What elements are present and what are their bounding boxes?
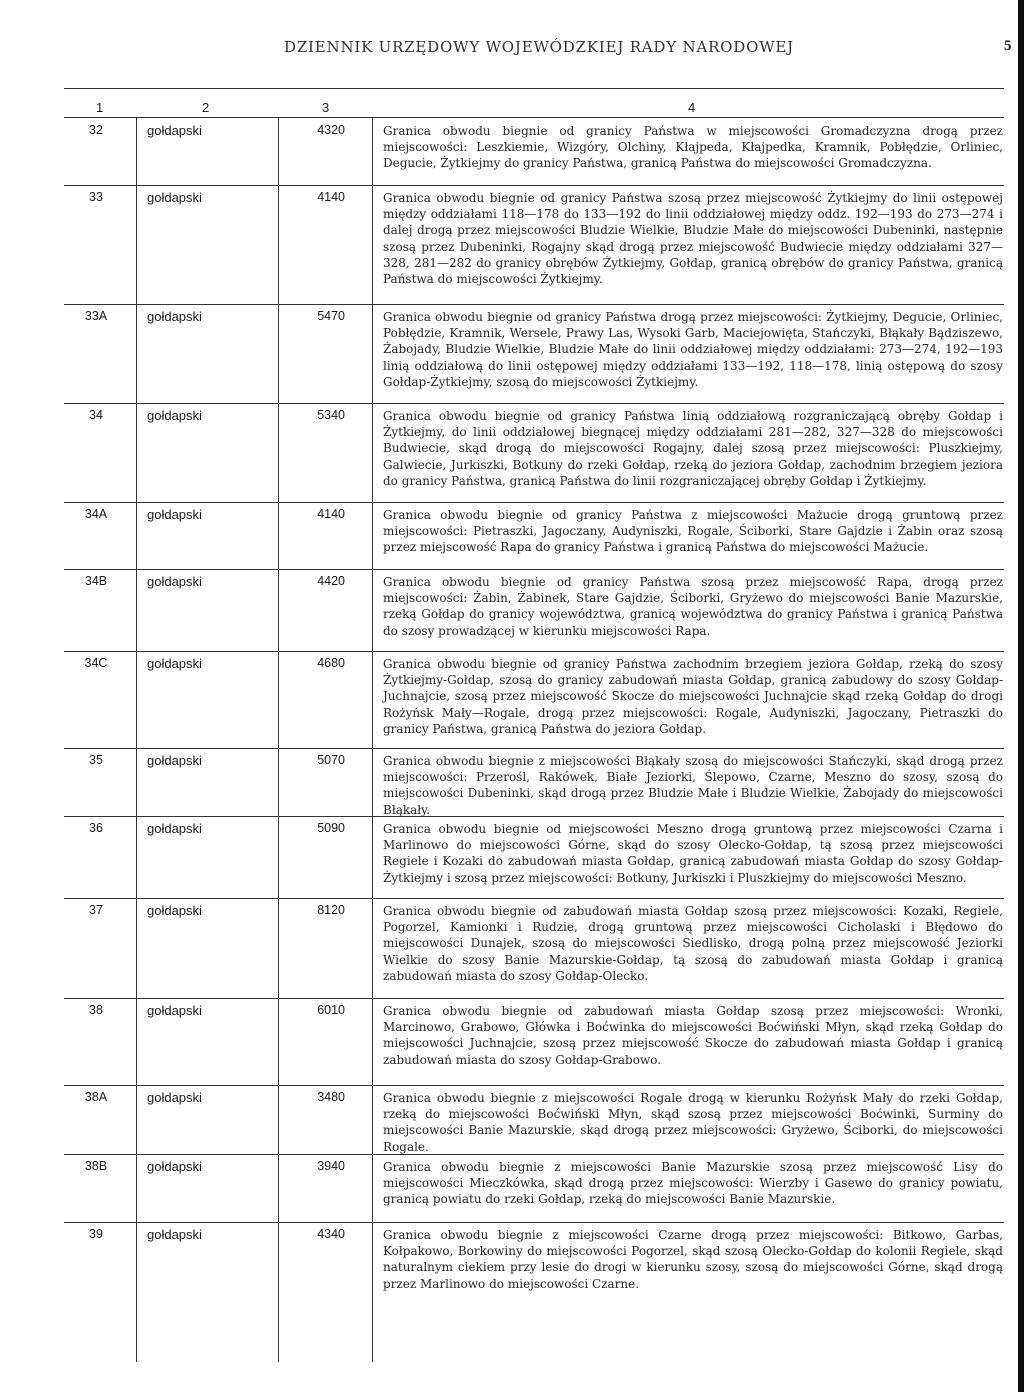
table-top-rule (64, 88, 1004, 89)
header-bottom-rule (64, 117, 1004, 118)
row-district: gołdapski (147, 123, 202, 138)
row-number: 35 (89, 753, 103, 767)
row-description: Granica obwodu biegnie od granicy Państwa w miejscowości Gromadczyzna drogą przez miejscowości: Leszkiemie, Wizgóry, Olchiny, Kłajpeda, Kłajpedka, Kramnik, Pobłędzie, Orliniec, Degucie, Żytkiejmy do granicy Państwa, granicą Państwa do miejscowości Gromadczyzna. (383, 124, 1003, 171)
row-description: Granica obwodu biegnie z miejscowości Rogale drogą w kierunku Rożyńsk Mały do rzeki Gołdap, rzeką do miejscowości Boćwiński Młyn, skąd szosą przez miejscowości Boćwinki, Surminy do miejscowości Banie Mazurskie, skąd drogą przez miejscowości: Gryżewo, Ściborki, do miejscowości Rogale. (383, 1091, 1003, 1154)
page-number: 5 (1004, 38, 1012, 54)
row-description: Granica obwodu biegnie od granicy Państwa szosą przez miejscowość Rapa, drogą przez miejscowości: Żabin, Żabinek, Stare Gajdzie, Ściborki, Gryżewo do miejscowości Banie Mazurskie, rzeką Gołdap do granicy województwa, granicą województwa do granicy Państwa i granicą Państwa do szosy prowadzącej w kierunku miejscowości Rapa. (383, 575, 1003, 638)
row-description: Granica obwodu biegnie od granicy Państwa szosą przez miejscowość Żytkiejmy do linii ostępowej między oddziałami 118—178 do 133—192 do linii oddziałowej między oddz. 192—193 do 273—274 i dalej drogą przez miejscowości Bludzie Wielkie, Bludzie Małe do miejscowości Dubeninki, następnie szosą przez Dubeninki, Rogajny skąd drogą przez miejscowość Budwiecie między oddziałami 327—328, 281—282 do granicy obrębów Żytkiejmy, Gołdap, granicą obrębów do granicy Państwa, granicą Państwa do miejscowości Żytkiejmy. (383, 191, 1003, 287)
row-area: 6010 (317, 1003, 345, 1017)
row-separator (64, 816, 1004, 817)
row-number: 38B (84, 1159, 108, 1173)
column-header-1: 1 (96, 100, 104, 115)
row-description: Granica obwodu biegnie od granicy Państwa drogą przez miejscowości: Żytkiejmy, Degucie, Orliniec, Pobłędzie, Kramnik, Wersele, Prawy Las, Wysoki Garb, Maciejowięta, Stańczyki, Błąkały Bądziszewo, Żabojady, Bludzie Wielkie, Bludzie Małe do linii oddziałowej między oddziałami: 273—274, 192—193 linią oddziałową do linii ostępowej między oddziałami 133—192, 118—178, linią ostępową do szosy Gołdap-Żytkiejmy, szosą do miejscowości Żytkiejmy. (383, 310, 1003, 389)
row-number: 38 (89, 1003, 103, 1017)
row-description: Granica obwodu biegnie od granicy Państwa z miejscowości Mażucie drogą gruntową przez miejscowości: Pietraszki, Jagoczany, Audyniszki, Rogale, Ściborki, Stare Gajdzie i Żabin oraz szosą przez miejscowość Rapa do granicy Państwa i granicą Państwa do miejscowości Mażucie. (383, 508, 1003, 555)
row-description: Granica obwodu biegnie od zabudowań miasta Gołdap szosą przez miejscowości: Kozaki, Regiele, Pogorzel, Kamionki i Rudzie, drogą gruntową przez miejscowości Cicholaski i Błędowo do miejscowości Dunajek, szosą do miejscowości Siedlisko, drogą polną przez miejscowość Jeziorki Wielkie do szosy Banie Mazurskie-Gołdap, tą szosą do zabudowań miasta Gołdap i granicą zabudowań miasta do szosy Gołdap-Olecko. (383, 904, 1003, 983)
row-district: gołdapski (147, 408, 202, 423)
row-number: 32 (89, 123, 103, 137)
row-area: 8120 (317, 903, 345, 917)
row-district: gołdapski (147, 574, 202, 589)
row-separator (64, 304, 1004, 305)
row-area: 5340 (317, 408, 345, 422)
row-number: 34C (84, 656, 108, 670)
row-number: 33A (84, 309, 108, 323)
row-separator (64, 998, 1004, 999)
row-description: Granica obwodu biegnie od granicy Państwa zachodnim brzegiem jeziora Gołdap, rzeką do szosy Żytkiejmy-Gołdap, szosą do granicy zabudowań miasta Gołdap, granicą zabudowy do szosy Gołdap-Juchnajcie, szosą przez miejscowość Skocze do miejscowości Juchnajcie skąd rzeką Gołdap do drogi Rożyńsk Mały—Rogale, drogą przez miejscowości: Rogale, Audyniszki, Jagoczany, Pietraszki do granicy Państwa, granicą Państwa do jeziora Gołdap. (383, 657, 1003, 736)
row-description: Granica obwodu biegnie od granicy Państwa linią oddziałową rozgraniczającą obręby Gołdap i Żytkiejmy, do linii oddziałowej biegnącej między oddziałami 281—282, 327—328 do miejscowości Budwiecie, skąd drogą do miejscowości Rogajny, dalej szosą przez miejscowości: Pluszkiejmy, Galwiecie, Jurkiszki, Botkuny do rzeki Gołdap, rzeką do jeziora Gołdap, zachodnim brzegiem jeziora do granicy Państwa, granicą Państwa do linii rozgraniczającej obręby Gołdap i Żytkiejmy. (383, 409, 1003, 488)
row-separator (64, 185, 1004, 186)
row-number: 34B (84, 574, 108, 588)
row-separator (64, 898, 1004, 899)
row-area: 4140 (317, 507, 345, 521)
row-number: 36 (89, 821, 103, 835)
page-edge-shadow (1018, 0, 1024, 1392)
row-description: Granica obwodu biegnie od zabudowań miasta Gołdap szosą przez miejscowości: Wronki, Marcinowo, Grabowo, Główka i Boćwinka do miejscowości Boćwiński Młyn, skąd rzeką Gołdap do miejscowości Juchnajcie, szosą przez miejscowość Skocze do zabudowań miasta Gołdap i granicą zabudowań miasta do szosy Gołdap-Grabowo. (383, 1004, 1003, 1067)
journal-title: DZIENNIK URZĘDOWY WOJEWÓDZKIEJ RADY NARODOWEJ (284, 38, 794, 56)
row-district: gołdapski (147, 507, 202, 522)
row-number: 34A (84, 507, 108, 521)
column-header-3: 3 (322, 100, 330, 115)
column-header-2: 2 (202, 100, 210, 115)
page-header (0, 38, 1024, 60)
row-separator (64, 748, 1004, 749)
row-district: gołdapski (147, 190, 202, 205)
row-description: Granica obwodu biegnie z miejscowości Banie Mazurskie szosą przez miejscowość Lisy do miejscowości Mieczkówka, skąd drogą przez miejscowości: Wierzby i Gasewo do granicy powiatu, granicą powiatu do rzeki Gołdap, rzeką do miejscowości Banie Mazurskie. (383, 1160, 1003, 1207)
row-district: gołdapski (147, 1159, 202, 1174)
row-area: 4420 (317, 574, 345, 588)
row-district: gołdapski (147, 1090, 202, 1105)
row-description: Granica obwodu biegnie z miejscowości Czarne drogą przez miejscowości: Bitkowo, Garbas, Kołpakowo, Borkowiny do miejscowości Pogorzel, skąd szosą Olecko-Gołdap do kolonii Regiele, skąd naturalnym ciekiem przy lesie do drogi w kierunku szosy, szosą do miejscowości Górne, skąd drogą przez Marlinowo do miejscowości Czarne. (383, 1228, 1003, 1291)
row-district: gołdapski (147, 903, 202, 918)
row-separator (64, 403, 1004, 404)
row-area: 4320 (317, 123, 345, 137)
row-area: 4140 (317, 190, 345, 204)
row-number: 38A (84, 1090, 108, 1104)
row-district: gołdapski (147, 821, 202, 836)
row-district: gołdapski (147, 309, 202, 324)
row-area: 5470 (317, 309, 345, 323)
row-separator (64, 1154, 1004, 1155)
row-separator (64, 502, 1004, 503)
row-area: 3480 (317, 1090, 345, 1104)
column-header-4: 4 (688, 100, 696, 115)
row-number: 34 (89, 408, 103, 422)
row-district: gołdapski (147, 1003, 202, 1018)
row-separator (64, 651, 1004, 652)
row-area: 3940 (317, 1159, 345, 1173)
row-area: 5070 (317, 753, 345, 767)
row-area: 4680 (317, 656, 345, 670)
row-district: gołdapski (147, 753, 202, 768)
row-number: 39 (89, 1227, 103, 1241)
row-number: 33 (89, 190, 103, 204)
row-separator (64, 1222, 1004, 1223)
row-separator (64, 569, 1004, 570)
row-separator (64, 1085, 1004, 1086)
row-area: 5090 (317, 821, 345, 835)
row-area: 4340 (317, 1227, 345, 1241)
row-number: 37 (89, 903, 103, 917)
row-district: gołdapski (147, 656, 202, 671)
row-description: Granica obwodu biegnie z miejscowości Błąkały szosą do miejscowości Stańczyki, skąd drogą przez miejscowości: Przerośl, Rakówek, Białe Jeziorki, Ślepowo, Czarne, Meszno do szosy, szosą do miejscowości Dubeninki, skąd drogą przez Bludzie Małe i Bludzie Wielkie, Żabojady do miejscowości Błąkały. (383, 754, 1003, 817)
row-description: Granica obwodu biegnie od miejscowości Meszno drogą gruntową przez miejscowości Czarna i Marlinowo do miejscowości Górne, skąd do szosy Olecko-Gołdap, tą szosą przez miejscowości Regiele i Kozaki do zabudowań miasta Gołdap, granicą zabudowań miasta Gołdap do szosy Gołdap-Żytkiejmy i szosą przez miejscowości: Botkuny, Jurkiszki i Pluszkiejmy do miejscowości Meszno. (383, 822, 1003, 885)
row-district: gołdapski (147, 1227, 202, 1242)
